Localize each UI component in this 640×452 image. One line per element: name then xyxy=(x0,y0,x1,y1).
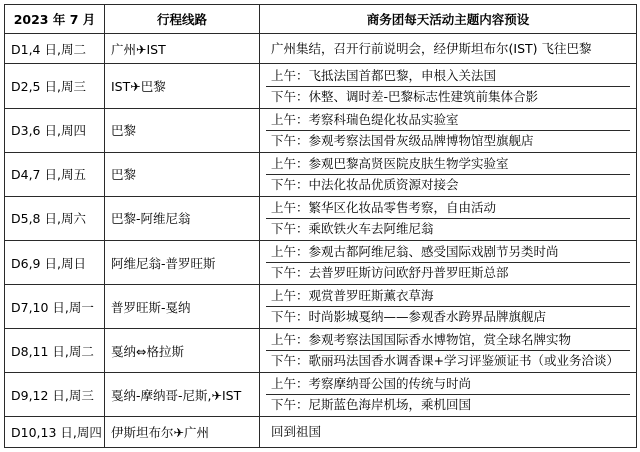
day-cell: D6,9 日,周日 xyxy=(5,240,105,284)
activity-cell xyxy=(260,373,637,417)
header-date: 2023 年 7 月 xyxy=(5,5,105,34)
activity-cell xyxy=(260,108,637,152)
activity-line-morning: 上午：参观古都阿维尼翁、感受国际戏剧节另类时尚 xyxy=(271,244,559,260)
activity-cell xyxy=(260,34,637,64)
day-cell: D8,11 日,周二 xyxy=(5,329,105,373)
table-row xyxy=(5,373,637,417)
activity-cell xyxy=(260,196,637,240)
route-cell: 普罗旺斯-戛纳 xyxy=(105,285,260,329)
table-row xyxy=(5,64,637,108)
activity-cell xyxy=(260,329,637,373)
table-row xyxy=(5,285,637,329)
table-row xyxy=(5,34,637,64)
route-cell: 阿维尼翁-普罗旺斯 xyxy=(105,240,260,284)
activity-cell xyxy=(260,285,637,329)
activity-line-morning: 上午：参观巴黎高贤医院皮肤生物学实验室 xyxy=(271,155,509,171)
route-cell: 戛纳⇔格拉斯 xyxy=(105,329,260,373)
day-cell: D10,13 日,周四 xyxy=(5,417,105,448)
table-row xyxy=(5,240,637,284)
activity-cell xyxy=(260,64,637,108)
activity-cell xyxy=(260,152,637,196)
activity-line-afternoon: 下午：中法化妆品优质资源对接会 xyxy=(266,174,630,195)
activity-line: 广州集结，召开行前说明会，经伊斯坦布尔(IST) 飞往巴黎 xyxy=(271,40,592,56)
activity-line-afternoon: 下午：歌丽玛法国香水调香课+学习评鉴颁证书（或业务洽谈） xyxy=(266,350,630,371)
header-activity: 商务团每天活动主题内容预设 xyxy=(260,5,637,34)
table-row xyxy=(5,329,637,373)
table-row xyxy=(5,196,637,240)
header-route: 行程线路 xyxy=(105,5,260,34)
day-cell: D5,8 日,周六 xyxy=(5,196,105,240)
activity-line-afternoon: 下午：乘欧铁火车去阿维尼翁 xyxy=(266,218,630,239)
activity-line-morning: 上午：考察摩纳哥公国的传统与时尚 xyxy=(271,376,472,392)
route-cell: 戛纳-摩纳哥-尼斯,✈IST xyxy=(105,373,260,417)
header-row xyxy=(5,5,637,34)
activity-line-afternoon: 下午：尼斯蓝色海岸机场，乘机回国 xyxy=(266,394,630,415)
route-cell: 巴黎 xyxy=(105,108,260,152)
route-cell: 巴黎 xyxy=(105,152,260,196)
itinerary-table xyxy=(4,4,637,448)
day-cell: D3,6 日,周四 xyxy=(5,108,105,152)
activity-line: 回到祖国 xyxy=(271,424,322,440)
day-cell: D2,5 日,周三 xyxy=(5,64,105,108)
activity-cell xyxy=(260,240,637,284)
activity-line-morning: 上午：考察科瑞色缇化妆品实验室 xyxy=(271,111,459,127)
day-cell: D4,7 日,周五 xyxy=(5,152,105,196)
table-row xyxy=(5,152,637,196)
activity-line-morning: 上午：飞抵法国首都巴黎，申根入关法国 xyxy=(271,67,497,83)
activity-line-morning: 上午：参观考察法国国际香水博物馆，赏全球名牌实物 xyxy=(271,332,572,348)
day-cell: D7,10 日,周一 xyxy=(5,285,105,329)
activity-line-afternoon: 下午：去普罗旺斯访问欧舒丹普罗旺斯总部 xyxy=(266,262,630,283)
table-row xyxy=(5,108,637,152)
activity-line-afternoon: 下午：休整、调时差-巴黎标志性建筑前集体合影 xyxy=(266,86,630,107)
activity-line-morning: 上午：繁华区化妆品零售考察，自由活动 xyxy=(271,199,497,215)
activity-line-afternoon: 下午：时尚影城戛纳——参观香水跨界品牌旗舰店 xyxy=(266,306,630,327)
route-cell: 广州✈IST xyxy=(105,34,260,64)
route-cell: 伊斯坦布尔✈广州 xyxy=(105,417,260,448)
day-cell: D9,12 日,周三 xyxy=(5,373,105,417)
table-row xyxy=(5,417,637,448)
activity-line-morning: 上午：观赏普罗旺斯薰衣草海 xyxy=(271,288,434,304)
activity-line-afternoon: 下午：参观考察法国骨灰级品牌博物馆型旗舰店 xyxy=(266,130,630,151)
activity-cell xyxy=(260,417,637,448)
route-cell: IST✈巴黎 xyxy=(105,64,260,108)
day-cell: D1,4 日,周二 xyxy=(5,34,105,64)
route-cell: 巴黎-阿维尼翁 xyxy=(105,196,260,240)
